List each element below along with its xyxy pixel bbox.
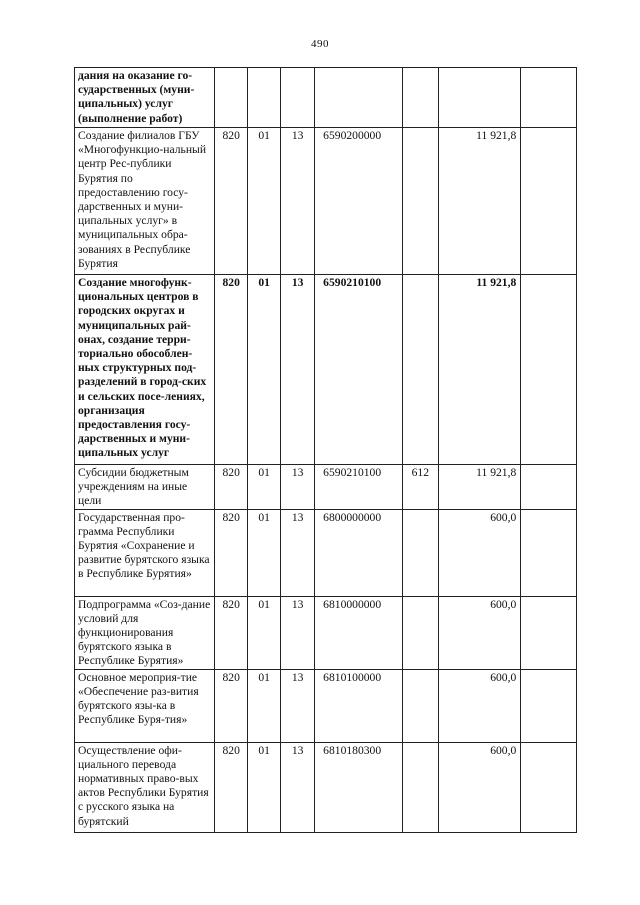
row-amount: 11 921,8 — [438, 275, 520, 465]
row-name: Создание филиалов ГБУ «Многофункцио-нальный центр Рес-публики Бурятия по предоставлению госу-дарственных и муни-ципальных услуг» в муниципальных обра-зованиях в Республике Бурятия — [75, 128, 215, 275]
row-target-article: 6810180300 — [315, 742, 403, 832]
budget-table — [74, 67, 577, 833]
row-subsection-code: 13 — [281, 465, 315, 510]
row-target-article: 6590200000 — [315, 128, 403, 275]
row-amount — [438, 68, 520, 128]
table-row — [75, 669, 577, 742]
row-extra-cell — [521, 68, 577, 128]
row-expense-type — [402, 68, 438, 128]
row-section-code: 01 — [248, 465, 281, 510]
row-expense-type: 612 — [402, 465, 438, 510]
row-ved-code: 820 — [215, 128, 248, 275]
row-subsection-code: 13 — [281, 596, 315, 669]
row-extra-cell — [521, 669, 577, 742]
row-section-code — [248, 68, 281, 128]
row-extra-cell — [521, 742, 577, 832]
row-section-code: 01 — [248, 128, 281, 275]
table-row — [75, 596, 577, 669]
row-section-code: 01 — [248, 275, 281, 465]
row-name: Осуществление офи-циального перевода нормативных право-вых актов Республики Бурятия с русского языка на бурятский — [75, 742, 215, 832]
row-extra-cell — [521, 275, 577, 465]
row-amount: 600,0 — [438, 596, 520, 669]
row-subsection-code: 13 — [281, 275, 315, 465]
row-target-article: 6810000000 — [315, 596, 403, 669]
row-amount: 11 921,8 — [438, 465, 520, 510]
row-section-code: 01 — [248, 669, 281, 742]
row-name: Государственная про-грамма Республики Бурятия «Сохранение и развитие бурятского языка в Республике Бурятия» — [75, 509, 215, 596]
row-target-article — [315, 68, 403, 128]
row-target-article: 6810100000 — [315, 669, 403, 742]
table-row — [75, 275, 577, 465]
table-row — [75, 465, 577, 510]
row-name: Субсидии бюджетным учреждениям на иные цели — [75, 465, 215, 510]
row-subsection-code: 13 — [281, 742, 315, 832]
row-section-code: 01 — [248, 509, 281, 596]
table-row — [75, 742, 577, 832]
row-ved-code: 820 — [215, 275, 248, 465]
row-extra-cell — [521, 596, 577, 669]
row-extra-cell — [521, 128, 577, 275]
row-expense-type — [402, 275, 438, 465]
row-ved-code: 820 — [215, 465, 248, 510]
row-section-code: 01 — [248, 742, 281, 832]
row-subsection-code: 13 — [281, 509, 315, 596]
row-target-article: 6800000000 — [315, 509, 403, 596]
row-target-article: 6590210100 — [315, 465, 403, 510]
row-extra-cell — [521, 465, 577, 510]
row-name: Подпрограмма «Соз-дание условий для функционирования бурятского языка в Республике Бурятия» — [75, 596, 215, 669]
row-amount: 600,0 — [438, 509, 520, 596]
row-expense-type — [402, 128, 438, 275]
row-name: Создание многофунк-циональных центров в городских округах и муниципальных рай-онах, создание терри-ториально обособлен-ных структурных под-разделений в город-ских и сельских посе-лениях, организация предоставления госу-дарственных и муни-ципальных услуг — [75, 275, 215, 465]
row-ved-code: 820 — [215, 669, 248, 742]
row-amount: 600,0 — [438, 742, 520, 832]
row-target-article: 6590210100 — [315, 275, 403, 465]
row-subsection-code: 13 — [281, 128, 315, 275]
row-ved-code: 820 — [215, 509, 248, 596]
row-name: Основное мероприя-тие «Обеспечение раз-вития бурятского язы-ка в Республике Буря-тия» — [75, 669, 215, 742]
row-name: дания на оказание го-сударственных (муни-ципальных) услуг (выполнение работ) — [75, 68, 215, 128]
row-expense-type — [402, 742, 438, 832]
page-number: 490 — [311, 38, 329, 50]
row-ved-code: 820 — [215, 742, 248, 832]
row-extra-cell — [521, 509, 577, 596]
table-row — [75, 509, 577, 596]
row-subsection-code — [281, 68, 315, 128]
table-body — [75, 68, 577, 833]
row-ved-code — [215, 68, 248, 128]
row-subsection-code: 13 — [281, 669, 315, 742]
row-expense-type — [402, 596, 438, 669]
row-expense-type — [402, 509, 438, 596]
table-row — [75, 68, 577, 128]
row-ved-code: 820 — [215, 596, 248, 669]
row-amount: 600,0 — [438, 669, 520, 742]
table-row — [75, 128, 577, 275]
row-expense-type — [402, 669, 438, 742]
row-section-code: 01 — [248, 596, 281, 669]
row-amount: 11 921,8 — [438, 128, 520, 275]
